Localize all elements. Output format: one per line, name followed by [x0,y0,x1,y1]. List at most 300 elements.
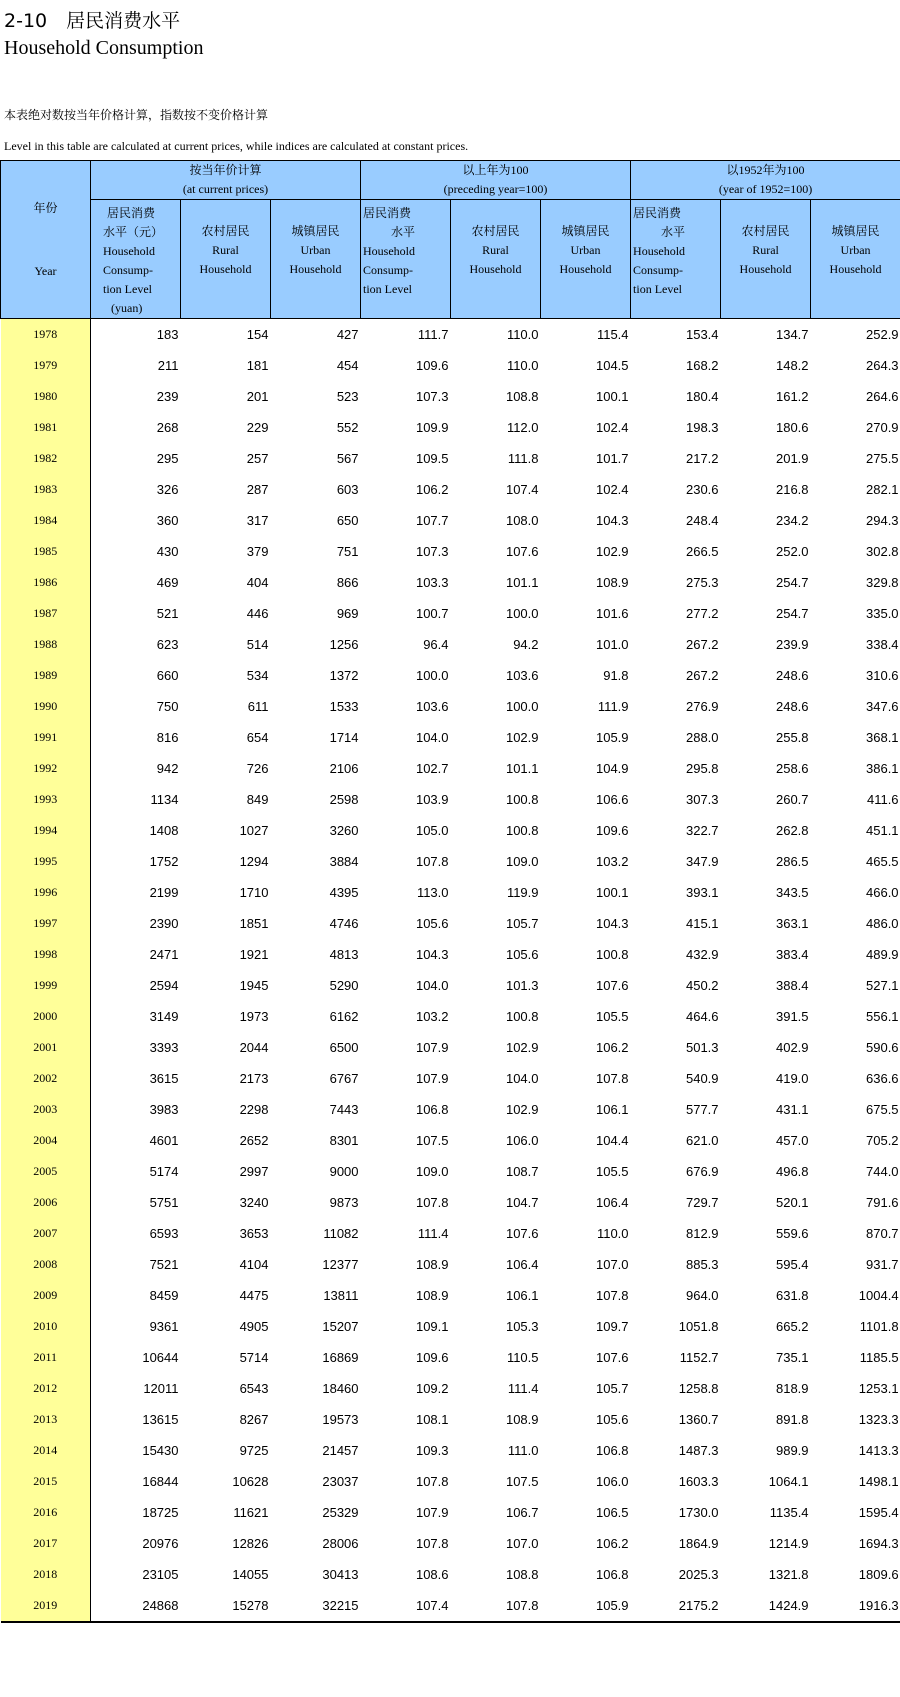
cell-rural-current: 229 [246,420,269,435]
cell-year: 2004 [1,1125,91,1156]
cell-urban-current: 3884 [329,854,359,869]
cell-urban-preceding: 106.5 [595,1505,629,1520]
cell-urban-current: 9000 [329,1164,359,1179]
cell-rural-preceding: 104.0 [505,1071,539,1086]
cell-rural-current: 257 [246,451,269,466]
cell-year: 1990 [1,691,91,722]
table-body [1,319,900,1623]
cell-level-preceding: 107.5 [415,1133,449,1148]
cell-rural-preceding: 101.1 [505,575,539,590]
cell-rural-current: 1027 [239,823,269,838]
cell-rural-1952: 391.5 [775,1009,809,1024]
table-note-en: Level in this table are calculated at current prices, while indices are calculated at constant prices. [4,139,469,153]
cell-urban-1952: 264.6 [866,389,899,404]
level-en-3: tion Level [633,282,683,296]
cell-level-1952: 168.2 [685,358,719,373]
cell-urban-current: 427 [336,327,359,342]
cell-year: 2010 [1,1311,91,1342]
cell-level-current: 5174 [149,1164,179,1179]
cell-year: 1992 [1,753,91,784]
cell-rural-1952: 665.2 [775,1319,809,1334]
cell-rural-1952: 239.9 [775,637,809,652]
cell-rural-1952: 254.7 [775,606,809,621]
cell-urban-preceding: 104.9 [595,761,629,776]
cell-urban-current: 3260 [329,823,359,838]
cell-level-1952: 885.3 [685,1257,719,1272]
cell-year: 1982 [1,443,91,474]
cell-level-current: 15430 [142,1443,179,1458]
table-row [1,350,900,381]
cell-level-preceding: 111.7 [417,327,449,342]
cell-rural-preceding: 108.8 [505,1567,539,1582]
cell-level-preceding: 107.9 [415,1071,449,1086]
cell-rural-preceding: 107.6 [505,1226,539,1241]
cell-urban-current: 866 [336,575,359,590]
cell-urban-1952: 744.0 [866,1164,899,1179]
cell-rural-1952: 180.6 [775,420,809,435]
cell-urban-1952: 411.6 [866,792,899,807]
cell-level-preceding: 105.6 [415,916,449,931]
cell-level-preceding: 109.6 [415,1350,449,1365]
cell-urban-preceding: 106.2 [595,1536,629,1551]
cell-level-1952: 1603.3 [678,1474,719,1489]
cell-urban-current: 32215 [271,1590,361,1622]
cell-level-preceding: 109.6 [415,358,449,373]
cell-urban-preceding: 107.6 [595,1350,629,1365]
cell-urban-preceding: 91.8 [603,668,629,683]
cell-year: 1986 [1,567,91,598]
cell-urban-preceding: 110.0 [596,1226,629,1241]
cell-rural-current: 181 [246,358,269,373]
cell-rural-current: 446 [246,606,269,621]
consumption-table [0,160,900,1623]
table-row [1,877,900,908]
table-row [1,722,900,753]
table-row [1,660,900,691]
cell-rural-current: 404 [246,575,269,590]
table-row [1,1404,900,1435]
cell-level-current: 9361 [149,1319,179,1334]
table-row [1,970,900,1001]
cell-rural-preceding: 119.9 [506,885,539,900]
cell-rural-1952: 1064.1 [768,1474,809,1489]
table-row [1,1342,900,1373]
cell-level-1952: 450.2 [685,978,719,993]
cell-rural-1952: 248.6 [775,668,809,683]
cell-level-current: 3149 [149,1009,179,1024]
cell-level-1952: 1152.7 [679,1350,719,1365]
cell-level-current: 3615 [149,1071,179,1086]
cell-urban-current: 21457 [322,1443,359,1458]
group-header-current-prices [91,161,361,200]
cell-level-current: 5751 [149,1195,179,1210]
cell-rural-1952: 343.5 [775,885,809,900]
rural-en-2: Household [739,262,792,276]
cell-rural-preceding: 111.4 [507,1381,539,1396]
cell-level-1952: 1258.8 [678,1381,719,1396]
cell-year: 1985 [1,536,91,567]
cell-level-1952: 1360.7 [678,1412,719,1427]
table-row [1,1187,900,1218]
cell-urban-preceding: 101.0 [595,637,629,652]
cell-year: 2009 [1,1280,91,1311]
cell-urban-preceding: 106.2 [595,1040,629,1055]
cell-urban-preceding: 106.8 [595,1567,629,1582]
cell-year: 1999 [1,970,91,1001]
cell-urban-preceding: 107.8 [595,1288,629,1303]
rural-cn: 农村居民 [471,224,520,238]
cell-level-1952: 267.2 [685,637,719,652]
level-cn-a: 居民消费 [633,206,682,220]
cell-rural-preceding: 108.8 [505,389,539,404]
rural-en-2: Household [199,262,252,276]
cell-rural-current: 2997 [239,1164,269,1179]
cell-rural-preceding: 102.9 [505,1102,539,1117]
cell-rural-preceding: 107.5 [505,1474,539,1489]
cell-urban-preceding: 101.7 [595,451,629,466]
cell-level-1952: 729.7 [685,1195,719,1210]
cell-rural-current: 12826 [232,1536,269,1551]
cell-rural-1952: 258.6 [775,761,809,776]
table-row [1,505,900,536]
table-title-cn: 2-10 居民消费水平 [4,10,181,32]
cell-rural-current: 8267 [239,1412,269,1427]
cell-urban-current: 6500 [329,1040,359,1055]
cell-rural-current: 14055 [232,1567,269,1582]
cell-rural-preceding: 100.0 [505,699,539,714]
cell-level-current: 20976 [142,1536,179,1551]
cell-urban-1952: 466.0 [866,885,899,900]
cell-rural-1952: 402.9 [775,1040,809,1055]
cell-rural-preceding: 111.8 [507,451,539,466]
cell-rural-current: 849 [246,792,269,807]
cell-urban-preceding: 107.6 [595,978,629,993]
cell-rural-1952: 989.9 [775,1443,809,1458]
cell-level-current: 1134 [150,792,179,807]
cell-level-current: 12011 [143,1381,179,1396]
rural-cn: 农村居民 [741,224,790,238]
cell-urban-current: 4395 [329,885,359,900]
cell-level-1952: 577.7 [685,1102,719,1117]
cell-urban-preceding: 105.7 [595,1381,629,1396]
cell-urban-1952: 791.6 [866,1195,899,1210]
cell-urban-preceding: 105.5 [595,1009,629,1024]
cell-level-preceding: 103.6 [415,699,449,714]
cell-urban-1952: 335.0 [866,606,899,621]
cell-urban-1952: 338.4 [866,637,899,652]
cell-level-current: 10644 [142,1350,179,1365]
cell-year: 1983 [1,474,91,505]
cell-rural-preceding: 102.9 [505,730,539,745]
cell-urban-preceding: 106.8 [595,1443,629,1458]
cell-urban-current: 4813 [329,947,359,962]
table-row [1,1466,900,1497]
cell-level-current: 660 [156,668,179,683]
level-cn-a: 居民消费 [363,206,412,220]
table-row [1,1559,900,1590]
cell-year: 2003 [1,1094,91,1125]
table-row [1,629,900,660]
cell-level-current: 2199 [149,885,179,900]
cell-urban-preceding: 105.6 [595,1412,629,1427]
cell-urban-current: 650 [336,513,359,528]
cell-rural-1952: 419.0 [775,1071,809,1086]
cell-rural-1952: 1135.4 [769,1505,809,1520]
cell-level-current: 942 [156,761,179,776]
cell-level-1952: 307.3 [685,792,719,807]
cell-level-1952: 1864.9 [678,1536,719,1551]
cell-year: 2015 [1,1466,91,1497]
cell-urban-1952: 282.1 [866,482,899,497]
cell-level-preceding: 108.9 [415,1288,449,1303]
cell-rural-preceding: 100.8 [505,823,539,838]
cell-rural-preceding: 107.0 [505,1536,539,1551]
cell-urban-preceding: 100.1 [595,885,629,900]
cell-level-current: 816 [156,730,179,745]
level-cn-b: 水平 [661,225,686,239]
cell-urban-1952: 1004.4 [858,1288,899,1303]
cell-level-preceding: 111.4 [417,1226,449,1241]
cell-rural-1952: 891.8 [775,1412,809,1427]
cell-urban-current: 1714 [329,730,359,745]
group-header-year-1952 [631,161,900,200]
cell-rural-1952: 255.8 [775,730,809,745]
table-row [1,1001,900,1032]
cell-rural-1952: 252.0 [775,544,809,559]
cell-level-1952: 2025.3 [678,1567,719,1582]
cell-urban-1952: 1413.3 [858,1443,899,1458]
cell-level-current: 8459 [149,1288,179,1303]
cell-urban-current: 751 [336,544,359,559]
urban-en-2: Household [289,262,342,276]
table-row [1,412,900,443]
table-row [1,1156,900,1187]
cell-rural-1952: 383.4 [775,947,809,962]
cell-level-preceding: 105.0 [415,823,449,838]
cell-urban-current: 454 [336,358,359,373]
cell-level-current: 623 [156,637,179,652]
cell-rural-preceding: 106.7 [505,1505,539,1520]
cell-urban-preceding: 102.4 [595,482,629,497]
cell-urban-preceding: 105.9 [595,730,629,745]
cell-rural-current: 1945 [239,978,269,993]
cell-urban-current: 1533 [329,699,359,714]
cell-rural-current: 1851 [239,916,269,931]
cell-urban-preceding: 115.4 [596,327,629,342]
cell-level-current: 6593 [149,1226,179,1241]
cell-urban-1952: 451.1 [866,823,899,838]
table-row [1,1528,900,1559]
cell-urban-preceding: 102.4 [595,420,629,435]
cell-urban-preceding: 104.4 [595,1133,629,1148]
cell-urban-1952: 1323.3 [858,1412,899,1427]
cell-urban-preceding: 107.0 [595,1257,629,1272]
cell-rural-preceding: 102.9 [505,1040,539,1055]
cell-year: 1978 [1,319,91,351]
cell-urban-preceding: 101.6 [595,606,629,621]
year-column-header [1,161,91,319]
cell-urban-1952: 264.3 [866,358,899,373]
cell-level-preceding: 109.3 [415,1443,449,1458]
cell-urban-preceding: 108.9 [595,575,629,590]
cell-urban-preceding: 103.2 [595,854,629,869]
cell-rural-current: 1973 [239,1009,269,1024]
cell-urban-1952: 527.1 [866,978,899,993]
cell-level-preceding: 104.0 [415,730,449,745]
cell-year: 1995 [1,846,91,877]
cell-rural-1952: 201.9 [775,451,809,466]
cell-year: 2012 [1,1373,91,1404]
cell-level-current: 3393 [149,1040,179,1055]
table-row [1,1094,900,1125]
cell-level-preceding: 96.4 [423,637,449,652]
cell-rural-current: 3653 [239,1226,269,1241]
cell-urban-preceding: 105.9 [541,1590,631,1622]
cell-level-current: 239 [156,389,179,404]
cell-level-current: 360 [156,513,179,528]
cell-rural-current: 1294 [239,854,269,869]
cell-rural-current: 514 [246,637,269,652]
cell-urban-current: 6162 [329,1009,359,1024]
table-row [1,598,900,629]
cell-rural-preceding: 106.4 [505,1257,539,1272]
cell-rural-1952: 234.2 [775,513,809,528]
table-note-cn: 本表绝对数按当年价格计算，指数按不变价格计算 [4,108,269,122]
cell-level-current: 268 [156,420,179,435]
cell-level-preceding: 108.6 [415,1567,449,1582]
cell-level-1952: 275.3 [685,575,719,590]
cell-urban-preceding: 104.5 [595,358,629,373]
level-en-2: Consump- [103,263,154,277]
cell-rural-preceding: 107.8 [451,1590,541,1622]
cell-level-preceding: 102.7 [415,761,449,776]
cell-year: 1994 [1,815,91,846]
cell-urban-1952: 1916.3 [811,1590,900,1622]
cell-rural-preceding: 105.3 [505,1319,539,1334]
cell-rural-preceding: 109.0 [505,854,539,869]
sub-header-rural-current [181,200,271,319]
cell-urban-1952: 275.5 [866,451,899,466]
cell-level-current: 23105 [142,1567,179,1582]
cell-rural-current: 154 [246,327,269,342]
cell-rural-current: 379 [246,544,269,559]
cell-rural-1952: 631.8 [775,1288,809,1303]
cell-level-preceding: 103.3 [415,575,449,590]
cell-urban-current: 2598 [329,792,359,807]
cell-level-preceding: 109.9 [415,420,449,435]
table-row [1,536,900,567]
cell-year: 1989 [1,660,91,691]
cell-level-1952: 230.6 [685,482,719,497]
cell-level-preceding: 107.8 [415,1536,449,1551]
cell-urban-1952: 302.8 [866,544,899,559]
urban-cn: 城镇居民 [831,224,880,238]
cell-urban-1952: 310.6 [866,668,899,683]
cell-level-1952: 153.4 [685,327,719,342]
cell-urban-1952: 270.9 [866,420,899,435]
cell-rural-1952: 286.5 [775,854,809,869]
cell-rural-current: 4905 [239,1319,269,1334]
cell-level-preceding: 107.4 [361,1590,451,1622]
urban-cn: 城镇居民 [561,224,610,238]
table-row [1,939,900,970]
cell-rural-current: 726 [246,761,269,776]
group-header-cn: 按当年价计算 [189,163,262,177]
cell-urban-1952: 347.6 [866,699,899,714]
cell-urban-preceding: 106.6 [595,792,629,807]
cell-year: 2000 [1,1001,91,1032]
cell-level-preceding: 107.8 [415,1195,449,1210]
cell-year: 2011 [1,1342,91,1373]
level-en-2: Consump- [363,263,414,277]
cell-rural-preceding: 106.0 [505,1133,539,1148]
cell-rural-1952: 388.4 [775,978,809,993]
cell-level-current: 3983 [149,1102,179,1117]
cell-year: 1991 [1,722,91,753]
sub-header-urban-preceding [541,200,631,319]
cell-level-current: 430 [156,544,179,559]
level-en-3: tion Level [103,282,152,296]
cell-year: 1981 [1,412,91,443]
cell-year: 2008 [1,1249,91,1280]
rural-en-2: Household [469,262,522,276]
group-header-cn: 以上年为100 [462,163,529,177]
cell-rural-preceding: 108.0 [505,513,539,528]
cell-urban-current: 5290 [329,978,359,993]
cell-level-1952: 198.3 [685,420,719,435]
cell-level-1952: 501.3 [685,1040,719,1055]
cell-urban-current: 552 [336,420,359,435]
cell-level-1952: 347.9 [685,854,719,869]
table-row [1,753,900,784]
cell-urban-current: 1256 [329,637,359,652]
cell-year: 1996 [1,877,91,908]
sub-header-level-preceding [361,200,451,319]
cell-rural-preceding: 110.5 [506,1350,539,1365]
cell-rural-1952: 254.7 [775,575,809,590]
table-row [1,319,900,351]
cell-year: 1998 [1,939,91,970]
cell-rural-preceding: 107.6 [505,544,539,559]
cell-urban-1952: 329.8 [866,575,899,590]
cell-urban-current: 8301 [329,1133,359,1148]
cell-rural-current: 2298 [239,1102,269,1117]
cell-urban-current: 15207 [322,1319,359,1334]
cell-urban-1952: 590.6 [866,1040,899,1055]
cell-level-current: 24868 [91,1590,181,1622]
cell-urban-1952: 1809.6 [858,1567,899,1582]
cell-level-current: 469 [156,575,179,590]
rural-cn: 农村居民 [201,224,250,238]
table-row [1,1590,900,1622]
cell-level-preceding: 104.3 [415,947,449,962]
cell-rural-1952: 262.8 [775,823,809,838]
cell-urban-1952: 556.1 [866,1009,899,1024]
cell-urban-current: 12377 [322,1257,359,1272]
sub-header-rural-1952 [721,200,811,319]
cell-urban-current: 9873 [329,1195,359,1210]
table-row [1,443,900,474]
cell-level-current: 18725 [142,1505,179,1520]
cell-level-preceding: 109.2 [415,1381,449,1396]
cell-rural-current: 9725 [239,1443,269,1458]
cell-rural-current: 4104 [239,1257,269,1272]
cell-urban-preceding: 109.7 [595,1319,629,1334]
cell-urban-1952: 465.5 [866,854,899,869]
cell-level-1952: 288.0 [685,730,719,745]
cell-level-current: 2594 [149,978,179,993]
cell-level-1952: 1487.3 [678,1443,719,1458]
